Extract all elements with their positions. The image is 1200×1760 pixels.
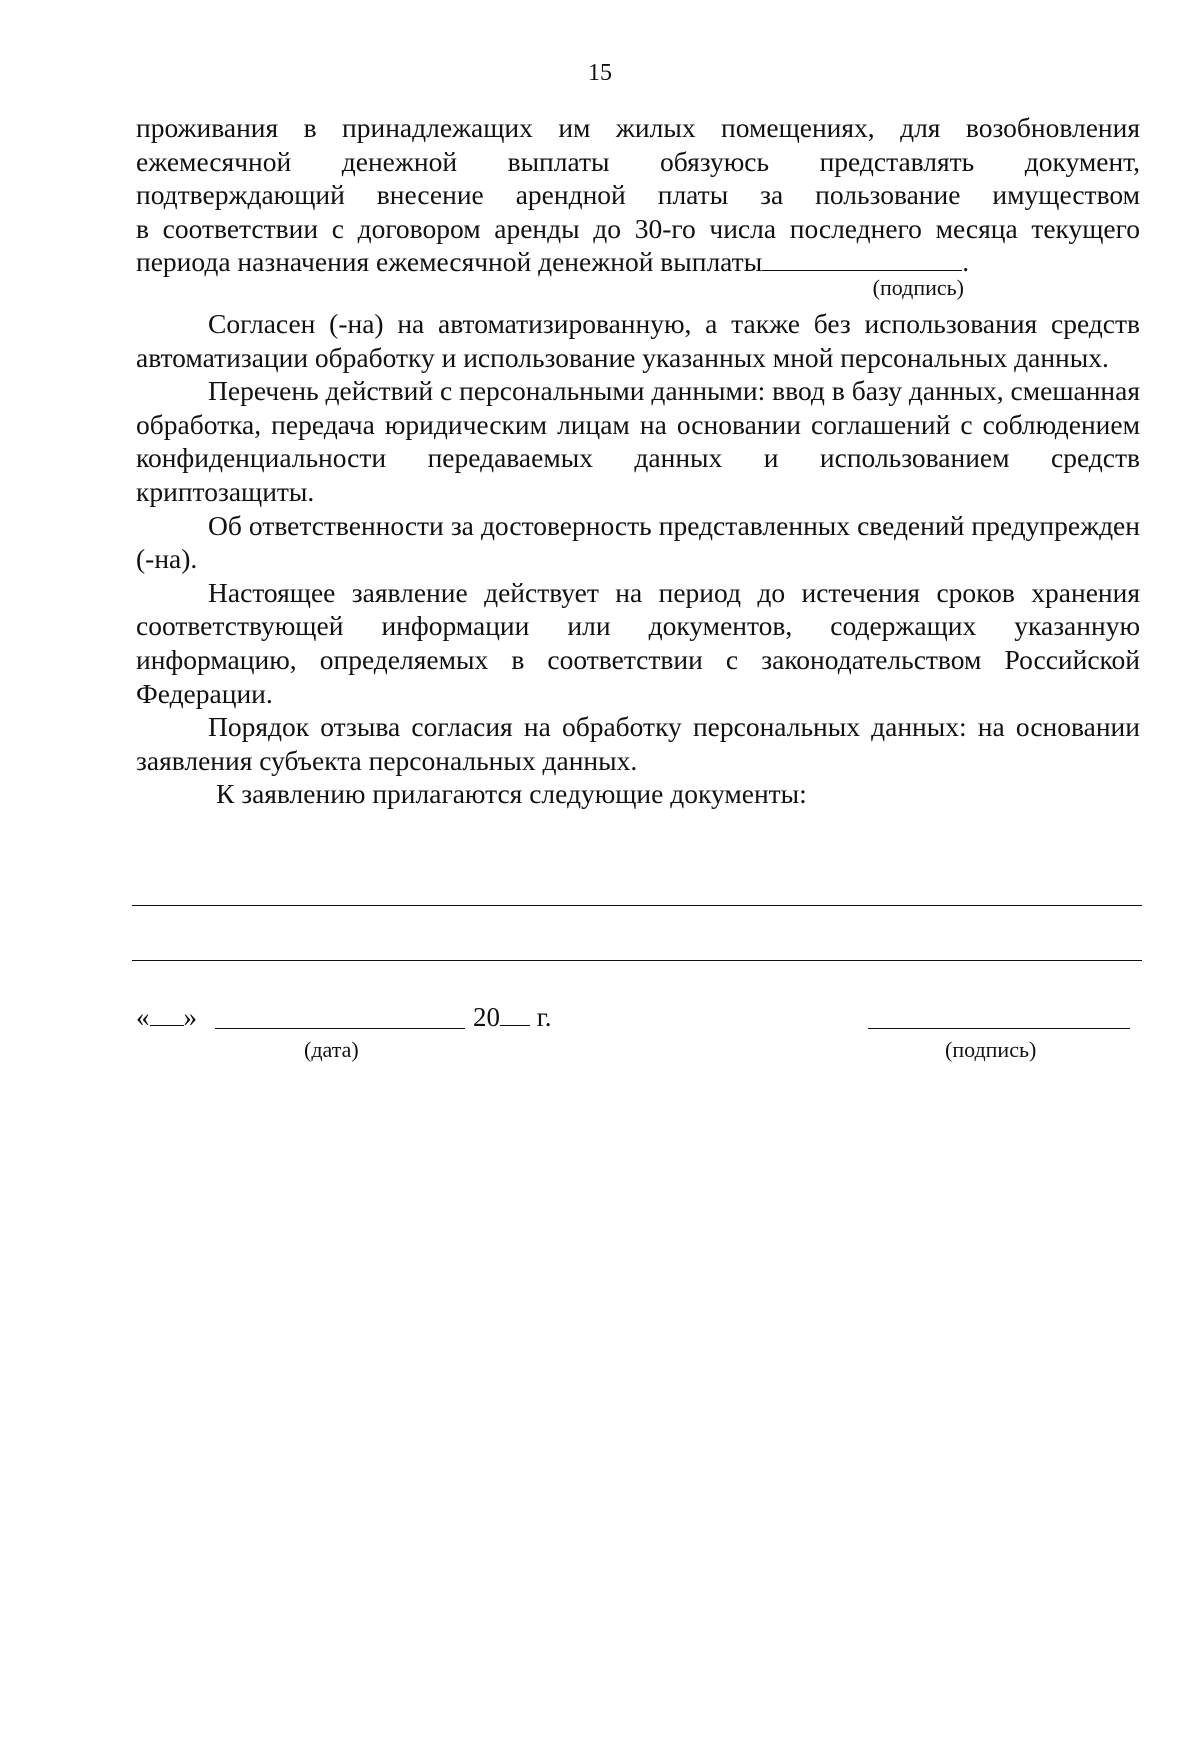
attachment-line-1 — [132, 905, 1142, 906]
paragraph-line-with-signature — [136, 245, 1140, 279]
attachments-heading: К заявлению прилагаются следующие документы: — [216, 778, 807, 810]
paragraph-line: в соответствии с договором аренды до 30-го числа последнего месяца текущего — [136, 212, 1140, 244]
document-body — [136, 111, 1140, 811]
validity-paragraph: Настоящее заявление действует на период до истечения сроков хранения соответствующей информации или документов, содержащих указанную информацию, определяемых в соответствии с законодательством Российской Федерации. — [136, 576, 1140, 709]
date-day-field — [136, 1002, 197, 1033]
paragraph-line: проживания в принадлежащих им жилых помещениях, для возобновления — [136, 112, 1140, 143]
consent-paragraph: Согласен (-на) на автоматизированную, а также без использования средств автоматизации обработку и использование указанных мной персональных данных. — [136, 307, 1140, 373]
year-suffix: г. — [530, 1002, 552, 1032]
responsibility-paragraph: Об ответственности за достоверность представленных сведений предупрежден (-на). — [136, 509, 1140, 575]
page-number: 15 — [588, 60, 612, 86]
paragraph-line-text: периода назначения ежемесячной денежной выплаты — [136, 246, 763, 278]
month-blank — [215, 1002, 465, 1029]
day-blank — [150, 1003, 184, 1026]
actions-paragraph: Перечень действий с персональными данными: ввод в базу данных, смешанная обработка, передача юридическим лицам на основании соглашений с соблюдением конфиденциальности передаваемых данных и использованием средств криптозащиты. — [136, 375, 1140, 507]
attachment-line-2 — [132, 960, 1142, 961]
year-blank — [500, 1003, 530, 1026]
date-caption: (дата) — [304, 1037, 359, 1062]
signature-caption-footer: (подпись) — [945, 1037, 1037, 1062]
quote-open: « — [136, 1002, 150, 1032]
paragraph-line: ежемесячной денежной выплаты обязуюсь представлять документ, — [136, 145, 1140, 177]
signature-blank — [762, 248, 962, 271]
paragraph-line: подтверждающий внесение арендной платы за пользование имуществом — [136, 179, 1140, 211]
year-prefix: 20 — [473, 1002, 500, 1032]
year-field — [473, 1002, 552, 1033]
quote-close: » — [183, 1002, 197, 1032]
period: . — [962, 246, 970, 278]
signature-caption: (подпись) — [872, 274, 964, 300]
signature-line — [868, 1002, 1130, 1029]
revocation-paragraph: Порядок отзыва согласия на обработку персональных данных: на основании заявления субъекта персональных данных. — [136, 711, 1140, 776]
